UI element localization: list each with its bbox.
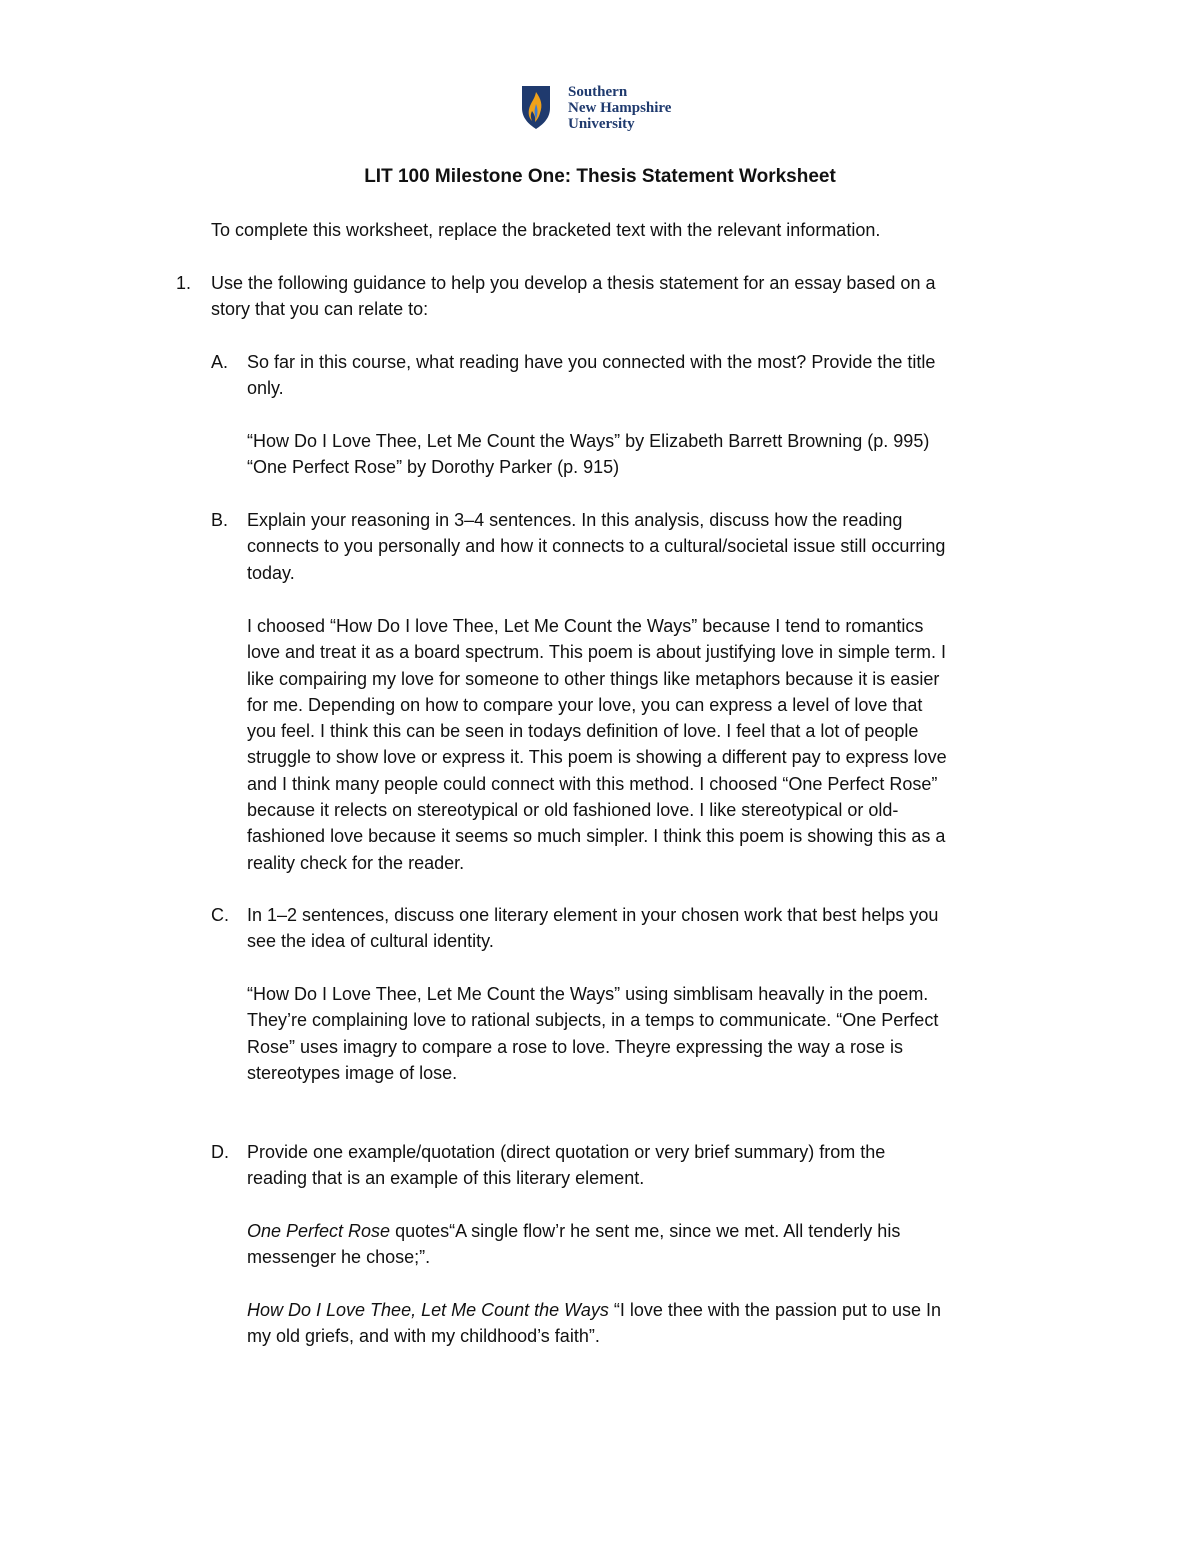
item-b-answer-line: I choosed “How Do I love Thee, Let Me Count the Ways” because I tend to romantics: [247, 616, 924, 636]
logo-line-3: University: [568, 116, 635, 132]
intro-line: To complete this worksheet, replace the bracketed text with the relevant information.: [211, 220, 881, 240]
item-d-question-line: Provide one example/quotation (direct quotation or very brief summary) from the: [247, 1142, 886, 1162]
item-a-question-line: only.: [247, 378, 284, 399]
item-b-answer-line: like compairing my love for someone to other things like metaphors because it is easier: [247, 668, 940, 689]
item-c-question: [247, 902, 938, 955]
item-b-marker: B.: [211, 510, 229, 530]
quote-2-text: “I love thee with the passion put to use In: [608, 1300, 942, 1320]
item-b-answer-line: fashioned love because it seems so much simpler. I think this poem is showing this as a: [247, 826, 946, 847]
page-title: LIT 100 Milestone One: Thesis Statement Worksheet: [364, 166, 836, 187]
item-c-question-line: see the idea of cultural identity.: [247, 931, 494, 952]
item-c-answer: [247, 981, 938, 1086]
quote-1-line: [247, 1218, 900, 1244]
question-1-line: Use the following guidance to help you develop a thesis statement for an essay based on a: [211, 273, 936, 293]
item-d-quote-2: [247, 1297, 941, 1350]
item-b-answer-line: you feel. I think this can be seen in todays definition of love. I feel that a lot of people: [247, 721, 919, 742]
quote-2-line: [247, 1297, 941, 1323]
item-a-answer: [247, 428, 929, 481]
item-a-marker: A.: [211, 352, 229, 372]
intro-text: [211, 217, 880, 243]
item-b-question: [247, 507, 945, 586]
item-b-answer-line: and I think many people could connect with this method. I choosed “One Perfect Rose”: [247, 773, 938, 794]
logo-line-2: New Hampshire: [568, 100, 672, 116]
question-1-line: story that you can relate to:: [211, 299, 429, 320]
item-c-question-line: In 1–2 sentences, discuss one literary element in your chosen work that best helps you: [247, 905, 939, 925]
item-a-answer-line: “How Do I Love Thee, Let Me Count the Ways” by Elizabeth Barrett Browning (p. 995): [247, 431, 930, 451]
item-b-question-line: connects to you personally and how it connects to a cultural/societal issue still occurring: [247, 536, 946, 557]
quote-1-line: messenger he chose;”.: [247, 1247, 431, 1268]
item-d-quote-1: [247, 1218, 900, 1271]
question-1-number: 1.: [176, 273, 192, 293]
item-b-answer-line: reality check for the reader.: [247, 852, 465, 873]
item-b-answer-line: love and treat it as a board spectrum. This poem is about justifying love in simple term. I: [247, 642, 946, 663]
item-b-answer-line: struggle to show love or express it. This poem is showing a different pay to express love: [247, 747, 947, 768]
item-d-question-line: reading that is an example of this literary element.: [247, 1168, 645, 1189]
item-b-answer: [247, 613, 947, 876]
item-b-question-line: Explain your reasoning in 3–4 sentences. In this analysis, discuss how the reading: [247, 510, 903, 530]
logo-line-1: Southern: [568, 84, 628, 100]
university-logo: [520, 84, 671, 132]
question-1-text: [211, 270, 935, 323]
item-c-answer-line: Rose” uses imagry to compare a rose to love. Theyre expressing the way a rose is: [247, 1036, 903, 1057]
item-a-question-line: So far in this course, what reading have you connected with the most? Provide the title: [247, 352, 936, 372]
item-b-answer-line: for me. Depending on how to compare your love, you can express a level of love that: [247, 694, 923, 715]
item-c-marker: C.: [211, 905, 229, 925]
quote-1-text: quotes“A single flow’r he sent me, since we met. All tenderly his: [390, 1221, 901, 1241]
item-c-answer-line: “How Do I Love Thee, Let Me Count the Ways” using simblisam heavally in the poem.: [247, 984, 929, 1004]
item-a-answer-line: “One Perfect Rose” by Dorothy Parker (p. 915): [247, 457, 620, 478]
quote-2-work-title: How Do I Love Thee, Let Me Count the Ways: [247, 1300, 609, 1320]
flame-shield-icon: [520, 84, 552, 130]
item-d-question: [247, 1139, 885, 1192]
item-d-marker: D.: [211, 1142, 229, 1162]
item-c-answer-line: They’re complaining love to rational subjects, in a temps to communicate. “One Perfect: [247, 1010, 939, 1031]
item-a-question: [247, 349, 935, 402]
quote-1-work-title: One Perfect Rose: [247, 1221, 391, 1241]
logo-wordmark: [568, 84, 671, 132]
quote-2-line: my old griefs, and with my childhood’s faith”.: [247, 1326, 600, 1347]
item-b-answer-line: because it relects on stereotypical or old fashioned love. I like stereotypical or old-: [247, 800, 899, 821]
item-b-question-line: today.: [247, 562, 295, 583]
item-c-answer-line: stereotypes image of lose.: [247, 1062, 458, 1083]
